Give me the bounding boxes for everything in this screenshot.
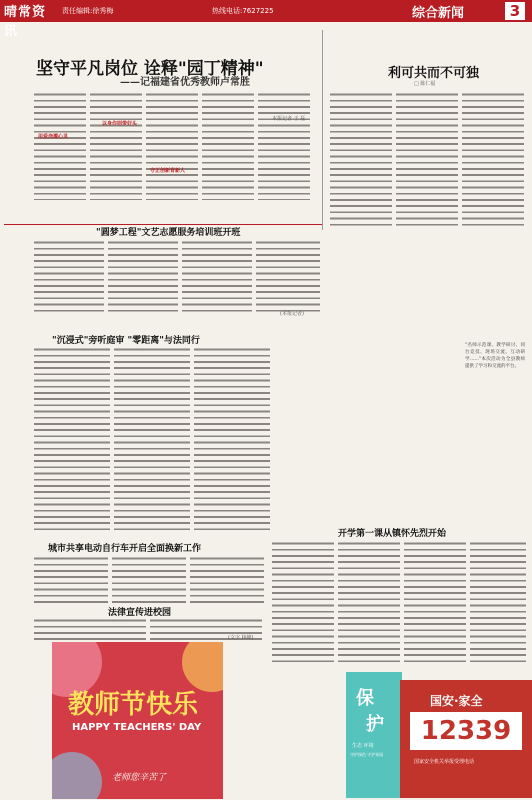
- lead-headline: 坚守平凡岗位 诠释"园丁精神": [36, 59, 264, 79]
- opinion-body-col2: [396, 92, 458, 230]
- lead-subhead-2: 以身作则带好头: [102, 121, 138, 127]
- opinion-headline: 利可共而不可独: [388, 66, 480, 81]
- story4-body-col2: [338, 541, 400, 665]
- lead-body-col5: [258, 92, 310, 200]
- lead-body-col2: [90, 92, 142, 200]
- lead-subtitle: ——记福建省优秀教师卢常胜: [120, 77, 250, 88]
- opinion-body-col1: [330, 92, 392, 230]
- security-ad: [400, 680, 532, 798]
- lead-body-col1: [34, 92, 86, 200]
- environment-ad-char2: 护: [366, 714, 384, 735]
- story2-body-col4: [256, 240, 320, 316]
- story6-byline: (文字 林峰): [228, 635, 254, 641]
- environment-ad-char1: 保: [356, 688, 374, 709]
- story3-body-col2: [114, 347, 190, 533]
- teachers-day-script: 老师您辛苦了: [112, 773, 167, 783]
- environment-ad-line2: 守护绿色 守护家园: [350, 752, 384, 757]
- security-ad-caption: 国家安全机关举报受理电话: [414, 759, 475, 765]
- lead-byline: 本报记者 王 磊: [272, 116, 306, 122]
- story4-headline: 开学第一课从镇怀先烈开始: [338, 529, 447, 539]
- lead-subhead-1: 用爱浇灌心灵: [38, 134, 69, 140]
- story3-headline: "沉浸式"旁听庭审 "零距离"与法同行: [52, 336, 200, 346]
- story4-body-col1: [272, 541, 334, 665]
- story3-body-col3: [194, 347, 270, 533]
- opinion-body-col3: [462, 92, 524, 230]
- story6-headline: 法律宣传进校园: [108, 608, 172, 618]
- story2-headline: "圆梦工程"文艺志愿服务培训班开班: [96, 228, 241, 238]
- teachers-day-english: HAPPY TEACHERS' DAY: [72, 722, 202, 733]
- story5-body-col1: [34, 556, 108, 604]
- pull-quote: "名师示范课、教学研讨、同台竞技、现场交流、互动研学……"本次活动为全县教师提供了学习和交流的平台。: [465, 343, 525, 369]
- story2-body-col3: [182, 240, 252, 316]
- teachers-day-title: 教师节快乐: [68, 690, 199, 720]
- story2-body-col2: [108, 240, 178, 316]
- section-title: 综合新闻: [412, 6, 465, 21]
- hotline-info: 热线电话:7627225: [212, 7, 274, 15]
- lead-body-col4: [202, 92, 254, 200]
- page-number: 3: [505, 2, 525, 20]
- opinion-byline: □ 陈仁福: [414, 81, 436, 87]
- story3-body-col1: [34, 347, 110, 533]
- environment-ad: [346, 672, 402, 798]
- lead-body-col3: [146, 92, 198, 200]
- story6-body-col1: [34, 618, 146, 640]
- editor-info: 责任编辑:徐秀梅: [62, 7, 114, 15]
- column-divider: [322, 30, 323, 230]
- story2-body-col1: [34, 240, 104, 316]
- story2-byline: (本报记者): [280, 311, 304, 317]
- environment-ad-line1: 生态 环境: [352, 743, 374, 749]
- lead-subhead-3: 守正创新育新人: [150, 168, 186, 174]
- story5-headline: 城市共享电动自行车开启全面换新工作: [48, 544, 202, 554]
- story5-body-col3: [190, 556, 264, 604]
- security-ad-number: 12339: [410, 712, 522, 750]
- story4-body-col4: [470, 541, 526, 665]
- masthead-logo: 晴常资讯: [4, 5, 47, 39]
- security-ad-headline: 国安·家全: [430, 694, 483, 708]
- story5-body-col2: [112, 556, 186, 604]
- story4-body-col3: [404, 541, 466, 665]
- teachers-day-image: [52, 642, 223, 799]
